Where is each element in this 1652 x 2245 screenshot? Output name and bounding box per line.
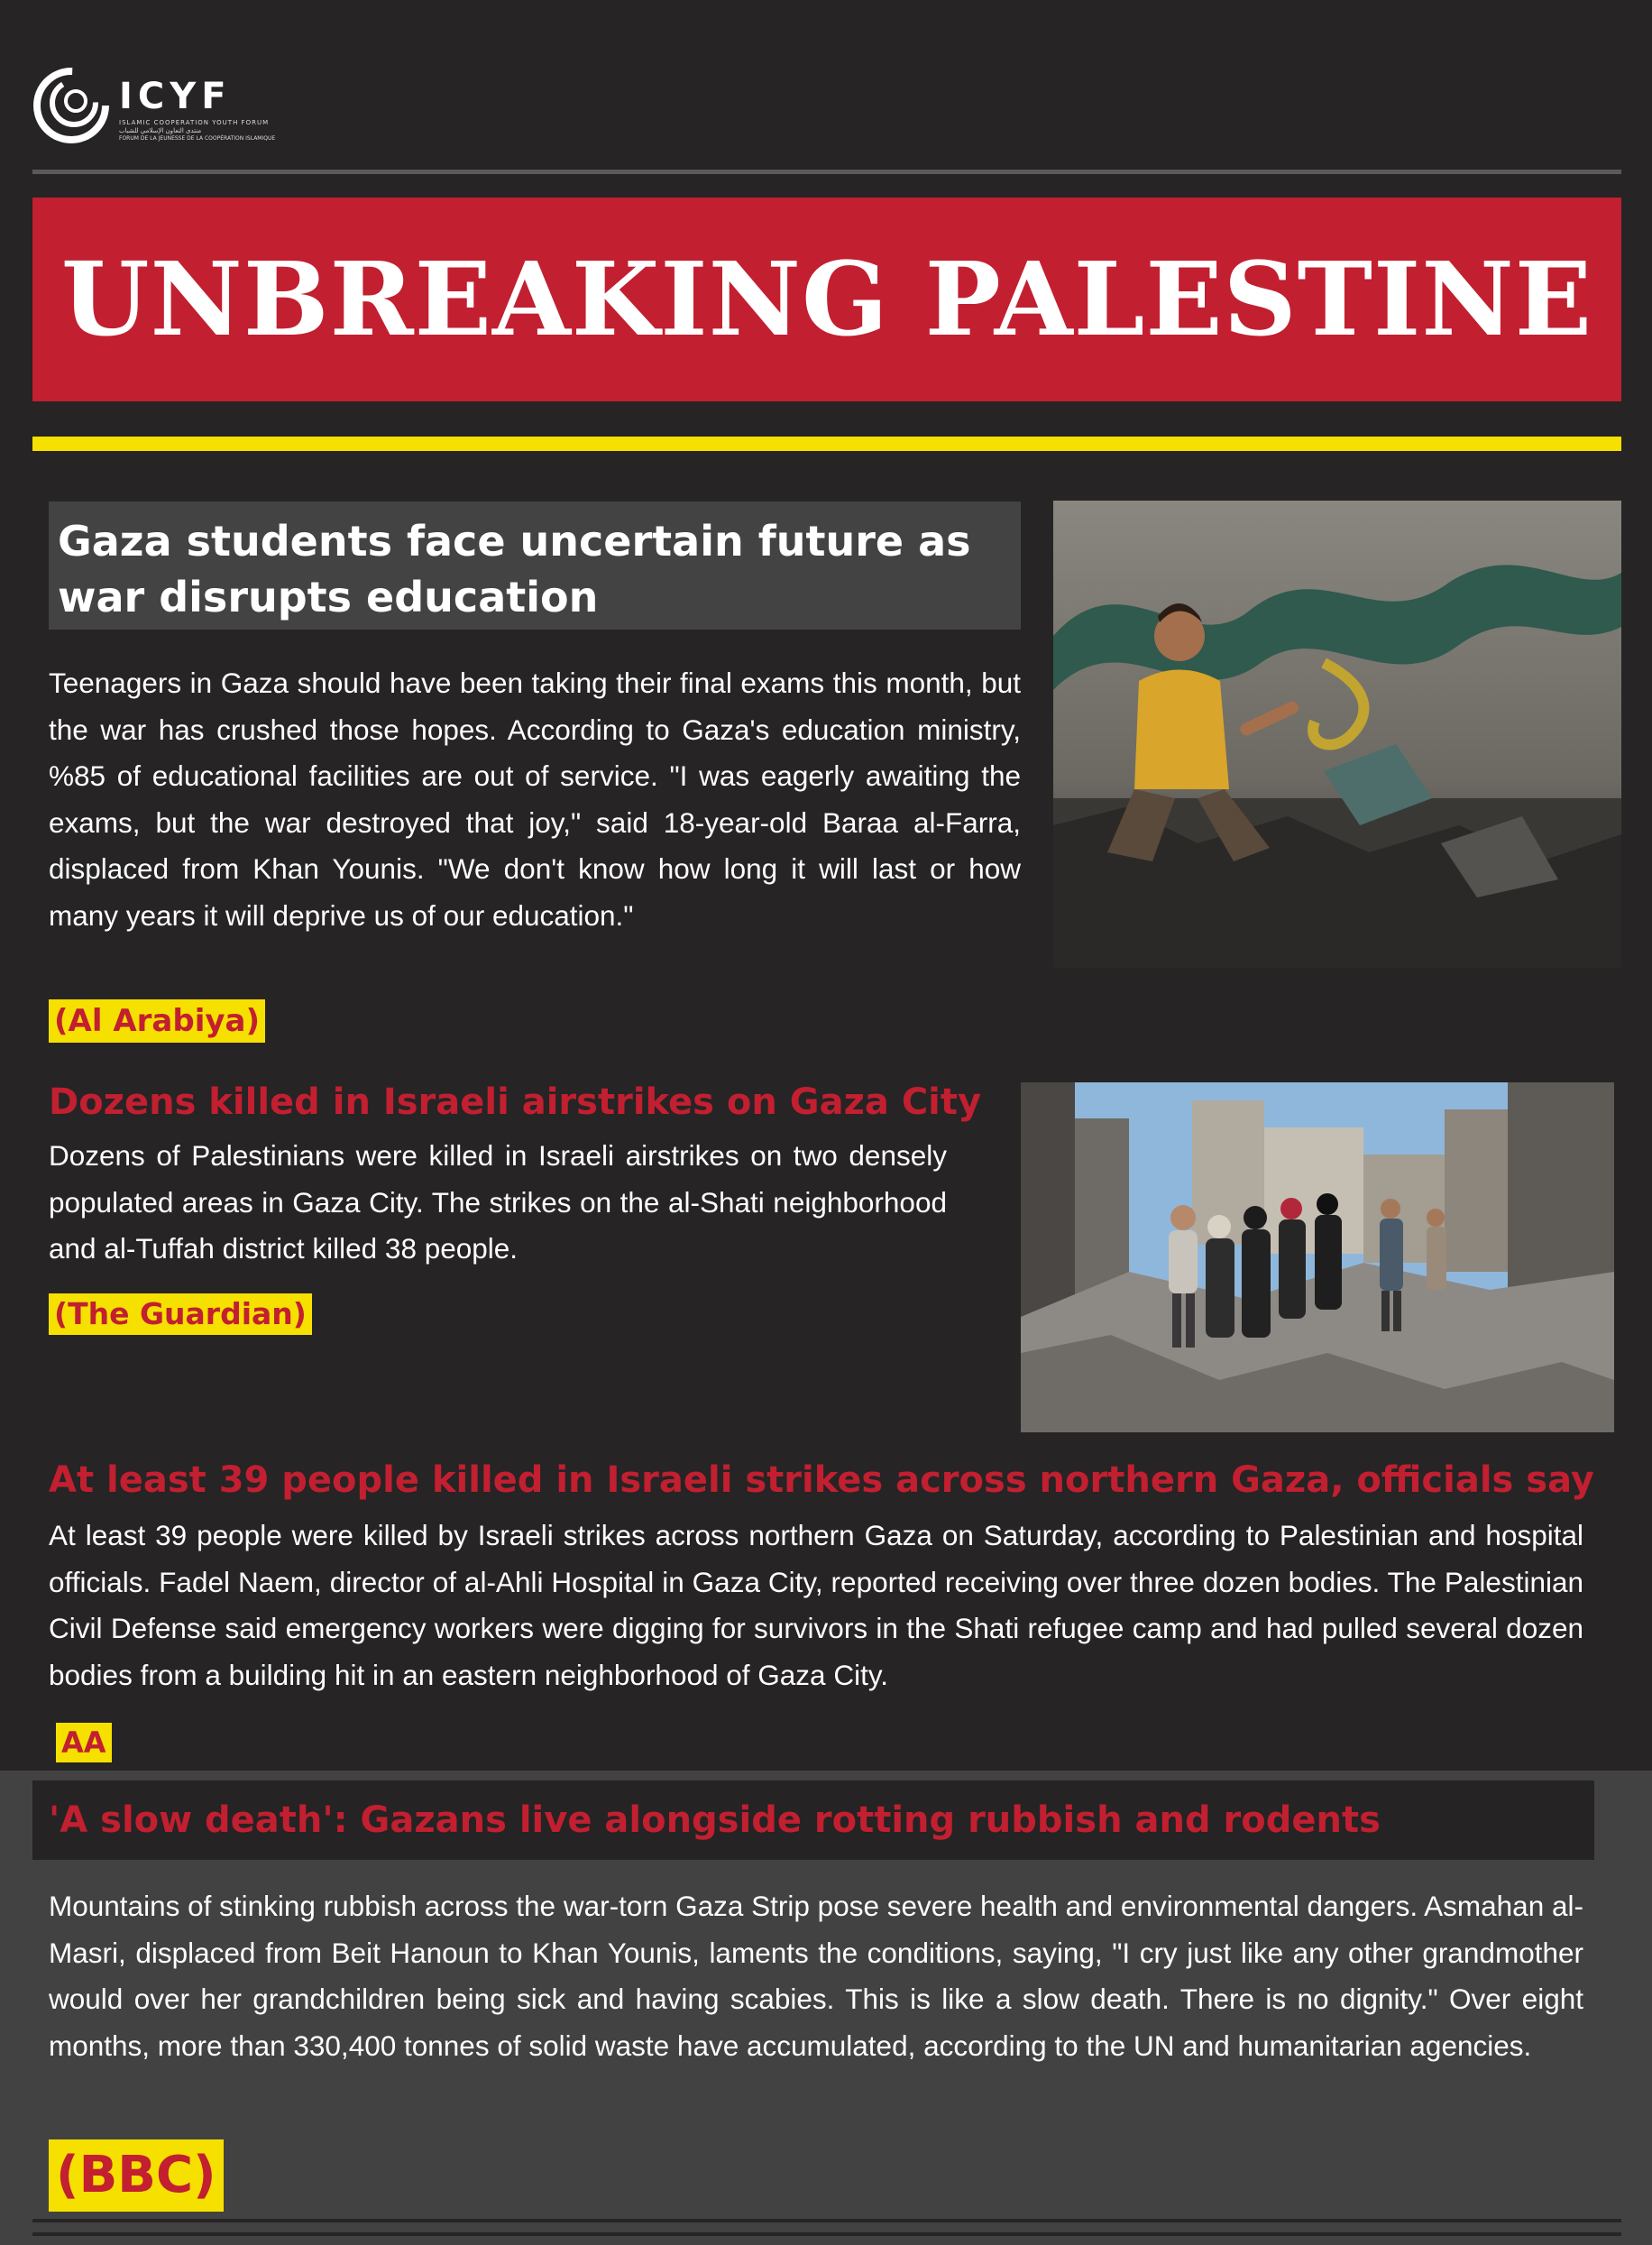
brand-subtitle-en: ISLAMIC COOPERATION YOUTH FORUM [119,119,270,126]
article-1-headline-box [49,501,1021,630]
photo-rubble-street [1021,1082,1614,1432]
bottom-divider [32,2219,1621,2222]
brand-subtitle-fr: FORUM DE LA JEUNESSE DE LA COOPÉRATION ISLAMIQUE [119,135,276,142]
article-1-body: Teenagers in Gaza should have been taking their final exams this month, but the war has crushed those hopes. According to Gaza's education ministry, %85 of educational facilities are out of service. "I was eagerly awaiting the exams, but the war destroyed that joy," said 18-year-old Baraa al-Farra, displaced from Khan Younis. "We don't know how long it will last or how many years it will deprive us of our education." [49,667,1021,932]
article-1-source: (Al Arabiya) [49,999,265,1043]
icyf-emblem-icon [31,65,112,146]
article-1-headline: Gaza students face uncertain future as war disrupts education [58,517,971,621]
brand-subtitle-ar: منتدى التعاون الإسلامي للشباب [119,127,202,134]
article-4-body: Mountains of stinking rubbish across the war-torn Gaza Strip pose severe health and environmental dangers. Asmahan al-Masri, displaced from Beit Hanoun to Khan Younis, laments the conditions, saying, "I cry just like any other grandmother would over her grandchildren being sick and having scabies. This is like a slow death. There is no dignity." Over eight months, more than 330,400 tonnes of solid waste have accumulated, according to the UN and humanitarian agencies. [49,1890,1583,2062]
article-3-body: At least 39 people were killed by Israeli strikes across northern Gaza on Saturday, according to Palestinian and hospital officials. Fadel Naem, director of al-Ahli Hospital in Gaza City, reported receiving over three dozen bodies. The Palestinian Civil Defense said emergency workers were digging for survivors in the Shati refugee camp and had pulled several dozen bodies from a building hit in an eastern neighborhood of Gaza City. [49,1519,1583,1691]
title-banner [32,198,1621,401]
article-4-headline: 'A slow death': Gazans live alongside rotting rubbish and rodents [49,1799,1381,1841]
article-2-headline: Dozens killed in Israeli airstrikes on Gaza City [49,1081,982,1123]
top-divider [32,170,1621,174]
article-4-headline-box [32,1780,1594,1860]
page-title: UNBREAKING PALESTINE [60,240,1593,359]
article-3-headline: At least 39 people killed in Israeli strikes across northern Gaza, officials say [49,1459,1594,1501]
article-2-source: (The Guardian) [49,1293,312,1335]
article-4-source: (BBC) [49,2139,224,2212]
yellow-divider [32,437,1621,451]
article-2-body: Dozens of Palestinians were killed in Israeli airstrikes on two densely populated areas in Gaza City. The strikes on the al-Shati neighborhood and al-Tuffah district killed 38 people. [49,1139,947,1265]
photo-boy-in-ruins [1053,501,1621,968]
bottom-divider-2 [32,2232,1621,2236]
article-3-source: AA [56,1723,112,1762]
brand-name: ICYF [119,76,232,117]
